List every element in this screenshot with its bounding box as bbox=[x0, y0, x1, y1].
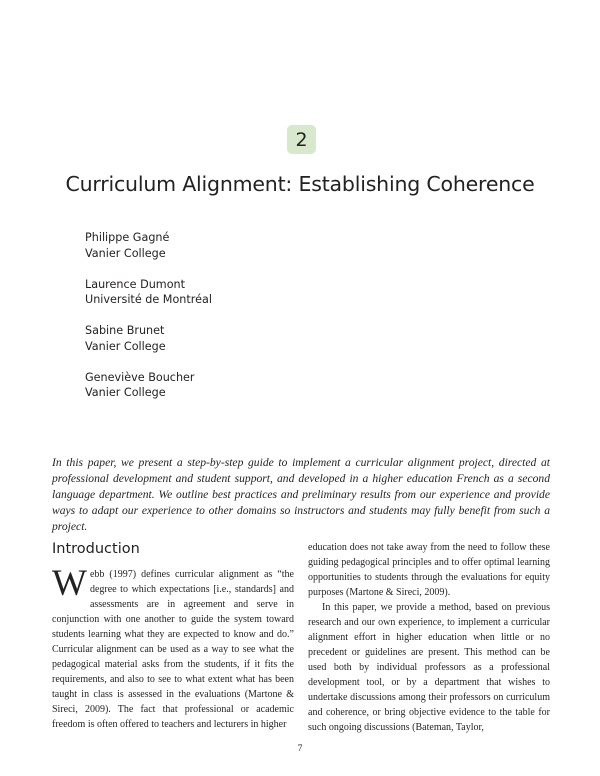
drop-cap: W bbox=[52, 563, 87, 604]
intro-paragraph bbox=[52, 563, 294, 732]
abstract: In this paper, we present a step-by-step guide to implement a curricular alignment project, directed at professional development and student support, and developed in a higher education French as a second language department. We outline best practices and preliminary results from our experience and provide ways to adapt our experience to other domains so instructors and students may fully benefit from such a project. bbox=[52, 456, 550, 533]
author-affiliation: Vanier College bbox=[85, 386, 166, 399]
section-heading-introduction: Introduction bbox=[52, 541, 140, 557]
author-entry bbox=[85, 323, 212, 354]
author-affiliation: Vanier College bbox=[85, 339, 166, 353]
left-column bbox=[52, 540, 294, 732]
author-entry bbox=[85, 370, 212, 401]
author-entry bbox=[85, 230, 212, 261]
chapter-title: Curriculum Alignment: Establishing Coherence bbox=[65, 172, 535, 196]
author-name: Philippe Gagné bbox=[85, 231, 170, 244]
author-name: Laurence Dumont bbox=[85, 277, 186, 291]
author-name: Geneviève Boucher bbox=[85, 370, 195, 384]
author-list bbox=[85, 230, 212, 416]
intro-paragraph-text: ebb (1997) defines curricular alignment as “the degree to which expectations [i.e., standards] and assessments are in agreement and serve in conjunction with one another to guide the system toward students learning what they are expected to know and do.” Curricular alignment can be used as a way to see what the pedagogical material asks from the students, if it fits the requirements, and also to see to what extent what has been taught in class is assessed in the evaluations (Martone & Sireci, 2009). The fact that professional or academic freedom is often offered to teachers and lecturers in higher bbox=[52, 569, 294, 730]
author-affiliation: Vanier College bbox=[85, 246, 166, 260]
author-affiliation: Université de Montréal bbox=[85, 293, 212, 306]
chapter-number-badge: 2 bbox=[287, 125, 316, 154]
author-name: Sabine Brunet bbox=[85, 324, 165, 337]
author-entry bbox=[85, 277, 212, 308]
body-paragraph: education does not take away from the need to follow these guiding pedagogical principles and to offer optimal learning opportunities to students through the evaluations for equity purposes (Martone & Sireci, 2009). bbox=[308, 542, 550, 598]
right-column bbox=[308, 540, 550, 735]
page-number: 7 bbox=[297, 744, 303, 754]
body-paragraph: In this paper, we provide a method, based on previous research and our own experience, to implement a curricular alignment effort in higher education when little or no precedent or guidelines are present. This method can be used both by individual professors as a professional development tool, or by a department that wishes to undertake discussions among their professors on curriculum and coherence, or bring objective evidence to the table for such ongoing discussions (Bateman, Taylor, bbox=[308, 602, 550, 733]
